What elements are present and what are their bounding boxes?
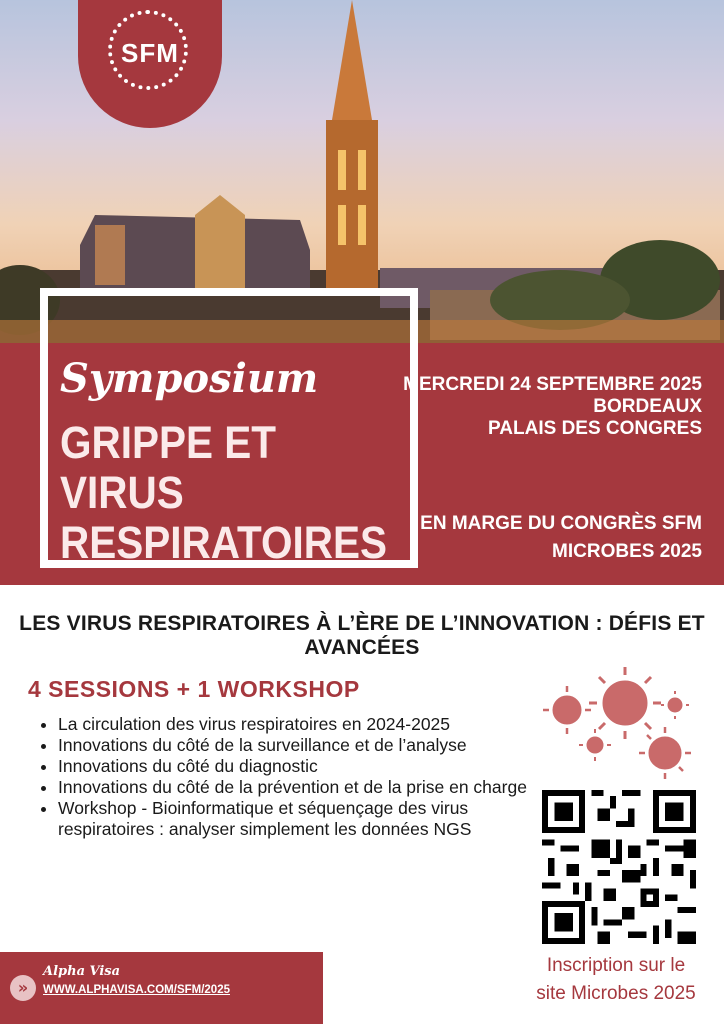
double-chevron-right-icon: » — [10, 975, 36, 1001]
virus-icon — [579, 729, 611, 761]
program-list — [28, 714, 558, 840]
list-item: • Innovations du côté de la prévention et de la prise en charge — [58, 777, 558, 798]
list-item: • Workshop - Bioinformatique et séquençage des virus respiratoires : analyser simplement les données NGS — [58, 798, 558, 840]
event-date: MERCREDI 24 SEPTEMBRE 2025 — [403, 374, 702, 395]
congress-note-line-2: MICROBES 2025 — [552, 541, 702, 562]
program-heading: 4 SESSIONS + 1 WORKSHOP — [28, 676, 360, 702]
title-line-2: RESPIRATOIRES — [60, 517, 388, 568]
list-item: • La circulation des virus respiratoires en 2024-2025 — [58, 714, 558, 735]
virus-illustration — [540, 665, 700, 785]
registration-note — [512, 952, 720, 1008]
subtitle: LES VIRUS RESPIRATOIRES À L’ÈRE DE L’INNOVATION : DÉFIS ET AVANCÉES — [19, 612, 705, 659]
event-type: Symposium — [60, 355, 319, 402]
logo-text: SFM — [121, 38, 179, 68]
list-item: • Innovations du côté du diagnostic — [58, 756, 558, 777]
event-details — [402, 374, 702, 440]
virus-icon — [543, 686, 591, 734]
title-line-1: GRIPPE ET VIRUS — [60, 417, 277, 518]
virus-icon — [661, 691, 689, 719]
page-title — [60, 417, 388, 568]
event-city: BORDEAUX — [593, 396, 702, 417]
footer-link[interactable]: WWW.ALPHAVISA.COM/SFM/2025 — [43, 984, 230, 996]
list-item: • Innovations du côté de la surveillance et de l’analyse — [58, 735, 558, 756]
footer-brand: Alpha Visa — [43, 964, 121, 979]
virus-icon — [589, 667, 661, 739]
congress-note — [402, 510, 702, 566]
registration-line-1: Inscription sur le — [546, 955, 686, 976]
qr-code-icon[interactable] — [542, 790, 696, 944]
congress-note-line-1: EN MARGE DU CONGRÈS SFM — [420, 513, 702, 534]
registration-line-2: site Microbes 2025 — [536, 983, 696, 1004]
event-venue: PALAIS DES CONGRES — [488, 418, 702, 439]
virus-icon — [639, 727, 691, 779]
